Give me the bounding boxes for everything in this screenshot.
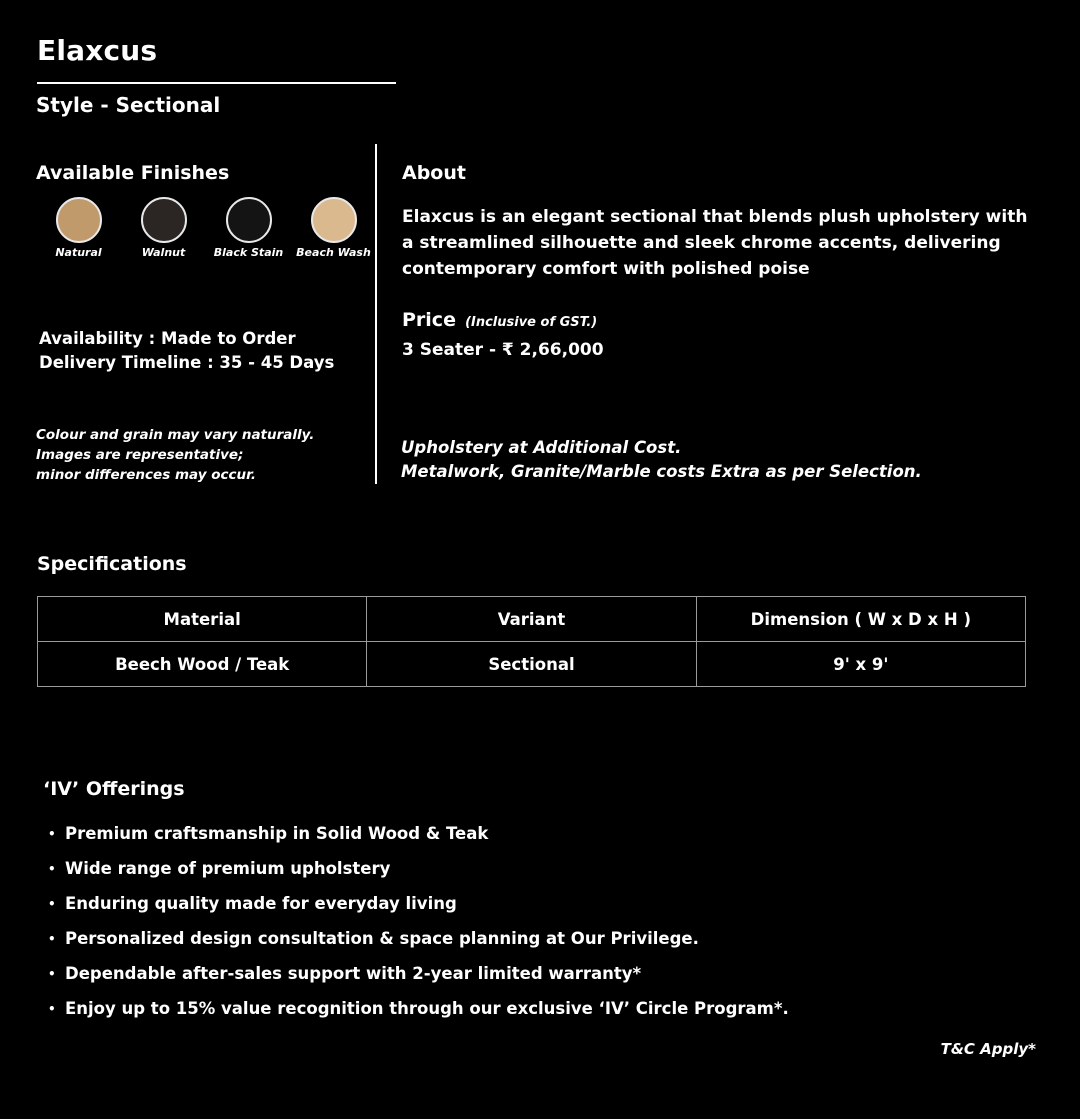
bullet-icon: • [48, 931, 56, 946]
finish-chip[interactable] [226, 197, 272, 243]
table-cell: Sectional [367, 642, 696, 687]
bullet-icon: • [48, 966, 56, 981]
table-header: Dimension ( W x D x H ) [696, 597, 1025, 642]
finish-chip[interactable] [56, 197, 102, 243]
table-cell: Beech Wood / Teak [38, 642, 367, 687]
about-heading: About [402, 162, 466, 184]
specifications-heading: Specifications [37, 553, 187, 575]
offering-text: Personalized design consultation & space planning at Our Privilege. [65, 929, 699, 948]
table-header: Variant [367, 597, 696, 642]
extra-line: Upholstery at Additional Cost. [401, 438, 682, 457]
offerings-heading: ‘IV’ Offerings [43, 778, 185, 800]
product-title: Elaxcus [37, 34, 158, 67]
terms-note: T&C Apply* [940, 1040, 1036, 1058]
disclaimer-line: minor differences may occur. [36, 467, 256, 483]
finish-swatches [36, 197, 376, 259]
colour-disclaimer [36, 425, 314, 485]
offerings-list [48, 816, 789, 1026]
finish-swatch-black-stain[interactable] [206, 197, 291, 259]
list-item [48, 991, 789, 1026]
finish-label: Beach Wash [296, 246, 371, 259]
about-text: Elaxcus is an elegant sectional that blends plush upholstery with a streamlined silhouette and sleek chrome accents, delivering contemporary comfort with polished poise [402, 207, 1028, 279]
title-divider [37, 82, 396, 84]
finish-swatch-natural[interactable] [36, 197, 121, 259]
finish-chip[interactable] [311, 197, 357, 243]
table-header-row [38, 597, 1026, 642]
extra-costs [401, 436, 922, 484]
price-label: Price [402, 309, 456, 331]
list-item [48, 816, 789, 851]
price-heading [402, 309, 597, 331]
list-item [48, 956, 789, 991]
table-header: Material [38, 597, 367, 642]
availability-info [39, 327, 334, 375]
extra-line: Metalwork, Granite/Marble costs Extra as per Selection. [401, 462, 922, 481]
table-cell: 9' x 9' [696, 642, 1025, 687]
bullet-icon: • [48, 826, 56, 841]
offering-text: Enduring quality made for everyday living [65, 894, 457, 913]
bullet-icon: • [48, 1001, 56, 1016]
list-item [48, 921, 789, 956]
specifications-table [37, 596, 1026, 687]
product-style: Style - Sectional [36, 93, 221, 117]
price-note: (Inclusive of GST.) [465, 315, 598, 330]
offering-text: Dependable after-sales support with 2-year limited warranty* [65, 964, 642, 983]
finish-label: Black Stain [213, 246, 284, 259]
finish-chip[interactable] [141, 197, 187, 243]
list-item [48, 886, 789, 921]
offering-text: Enjoy up to 15% value recognition through our exclusive ‘IV’ Circle Program*. [65, 999, 789, 1018]
column-divider [375, 144, 377, 484]
finish-label: Walnut [141, 246, 186, 259]
disclaimer-line: Colour and grain may vary naturally. [36, 427, 315, 443]
offering-text: Premium craftsmanship in Solid Wood & Teak [65, 824, 489, 843]
finish-label: Natural [55, 246, 102, 259]
list-item [48, 851, 789, 886]
finish-swatch-walnut[interactable] [121, 197, 206, 259]
disclaimer-line: Images are representative; [36, 447, 244, 463]
finishes-heading: Available Finishes [36, 162, 230, 184]
delivery-line: Delivery Timeline : 35 - 45 Days [39, 353, 335, 372]
bullet-icon: • [48, 896, 56, 911]
price-value: 3 Seater - ₹ 2,66,000 [402, 340, 604, 360]
bullet-icon: • [48, 861, 56, 876]
table-row [38, 642, 1026, 687]
offering-text: Wide range of premium upholstery [65, 859, 391, 878]
availability-line: Availability : Made to Order [39, 329, 296, 348]
finish-swatch-beach-wash[interactable] [291, 197, 376, 259]
